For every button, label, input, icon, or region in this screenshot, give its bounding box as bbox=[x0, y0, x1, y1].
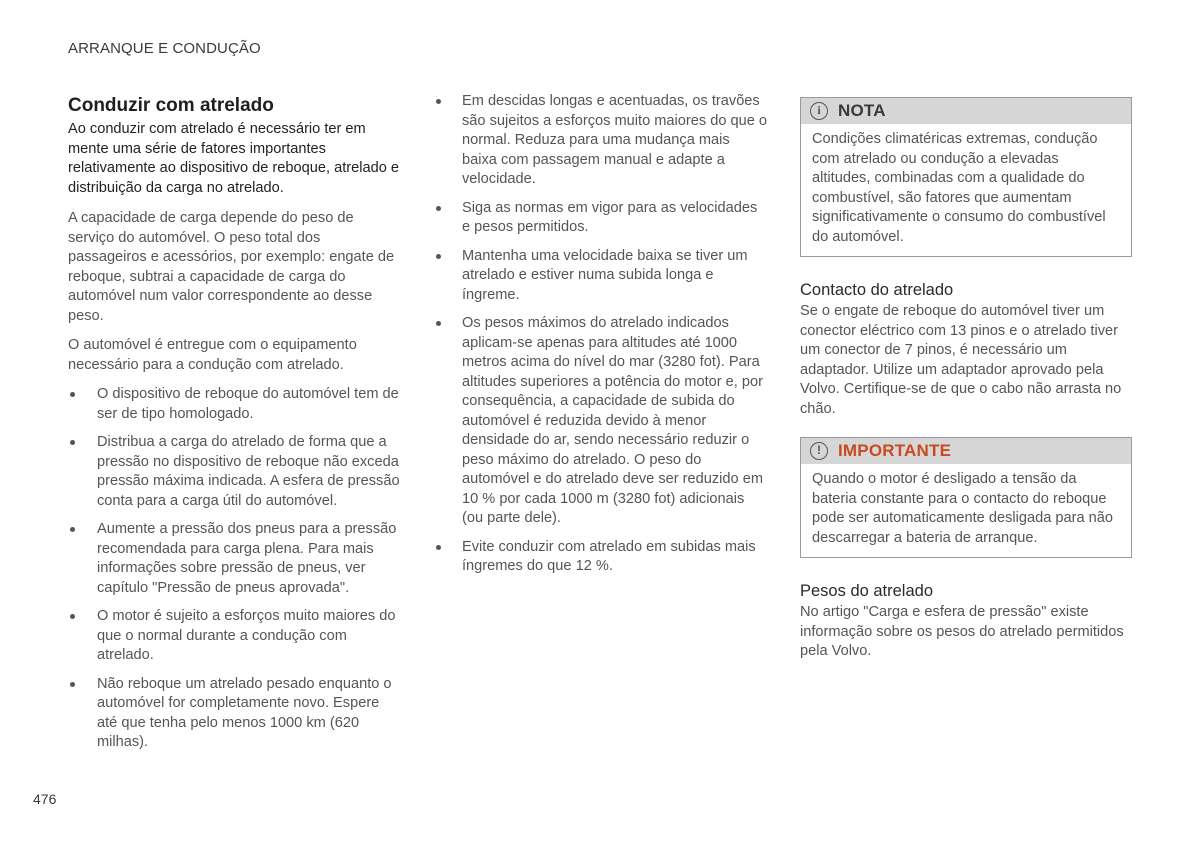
list-item: O dispositivo de reboque do automóvel tem de ser de tipo homologado. bbox=[68, 385, 401, 424]
list-item: O motor é sujeito a esforços muito maiores do que o normal durante a condução com atrelado. bbox=[68, 607, 401, 666]
note-box bbox=[800, 97, 1132, 257]
weights-paragraph: No artigo "Carga e esfera de pressão" existe informação sobre os pesos do atrelado permitidos pela Volvo. bbox=[800, 604, 1124, 659]
subheading: Pesos do atrelado bbox=[800, 582, 934, 600]
list-item: Distribua a carga do atrelado de forma que a pressão no dispositivo de reboque não exceda pressão máxima indicada. A esfera de pressão conta para a carga útil do automóvel. bbox=[68, 433, 401, 511]
list-item: Aumente a pressão dos pneus para a pressão recomendada para carga plena. Para mais informações sobre pressão de pneus, ver capítulo "Pressão de pneus aprovada". bbox=[68, 520, 401, 598]
list-item: Siga as normas em vigor para as velocidades e pesos permitidos. bbox=[436, 199, 767, 238]
intro-paragraph: Ao conduzir com atrelado é necessário ter em mente uma série de fatores importantes relativamente ao dispositivo de reboque, atrelado e distribuição da carga no atrelado. bbox=[68, 121, 400, 196]
list-item: Os pesos máximos do atrelado indicados aplicam-se apenas para altitudes até 1000 metros acima do nível do mar (3280 fot). Para altitudes superiores a potência do motor e, por consequência, a capacidade de subida do automóvel é reduzida devido à menor densidade do ar, sendo necessário reduzir o peso máximo do atrelado. O peso do automóvel e do atrelado deve ser reduzido em 10 % por cada 1000 m (3280 fot) adicionais (ou parte dele). bbox=[436, 314, 767, 529]
page-header-section-title: ARRANQUE E CONDUÇÃO bbox=[68, 40, 261, 57]
exclamation-circle-icon: ! bbox=[810, 442, 828, 460]
body-paragraph: A capacidade de carga depende do peso de serviço do automóvel. O peso total dos passageiros e acessórios, por exemplo: engate de reboque, subtrai a capacidade de carga do automóvel num valor correspondente ao desse peso. bbox=[68, 210, 395, 324]
info-circle-icon: i bbox=[810, 102, 828, 120]
list-item: Mantenha uma velocidade baixa se tiver um atrelado e estiver numa subida longa e íngreme. bbox=[436, 247, 767, 306]
column-3 bbox=[800, 97, 1132, 680]
page-number: 476 bbox=[33, 791, 57, 807]
body-paragraph: O automóvel é entregue com o equipamento necessário para a condução com atrelado. bbox=[68, 337, 357, 373]
contact-section bbox=[800, 280, 1132, 419]
important-body: Quando o motor é desligado a tensão da bateria constante para o contacto do reboque pode ser automaticamente desligada para não descarregar a bateria de arranque. bbox=[812, 471, 1113, 546]
column-2 bbox=[436, 92, 767, 586]
column-1 bbox=[68, 92, 401, 762]
important-title: IMPORTANTE bbox=[838, 441, 952, 461]
important-box bbox=[800, 437, 1132, 558]
contact-paragraph: Se o engate de reboque do automóvel tiver um conector eléctrico com 13 pinos e o atrelado tiver um conector de 7 pinos, é necessário um adaptador. Utilize um adaptador aprovado pela Volvo. Certifique-se de que o cabo não arrasta no chão. bbox=[800, 303, 1122, 417]
weights-section bbox=[800, 581, 1132, 662]
list-item: Em descidas longas e acentuadas, os travões são sujeitos a esforços muito maiores do que o normal. Reduza para uma mudança mais baixa com passagem manual e adapte a velocidade. bbox=[436, 92, 767, 190]
bullet-list bbox=[68, 385, 401, 753]
bullet-list bbox=[436, 92, 767, 577]
list-item: Evite conduzir com atrelado em subidas mais íngremes do que 12 %. bbox=[436, 538, 767, 577]
section-heading: Conduzir com atrelado bbox=[68, 95, 274, 116]
note-box-header bbox=[801, 98, 1131, 124]
important-box-header bbox=[801, 438, 1131, 464]
subheading: Contacto do atrelado bbox=[800, 281, 954, 299]
note-title: NOTA bbox=[838, 101, 886, 121]
note-body: Condições climatéricas extremas, condução com atrelado ou condução a elevadas altitudes, combinadas com a qualidade do combustível, são fatores que aumentam significativamente o consumo do combustível do automóvel. bbox=[812, 131, 1106, 245]
list-item: Não reboque um atrelado pesado enquanto o automóvel for completamente novo. Espere até que tenha pelo menos 1000 km (620 milhas). bbox=[68, 675, 401, 753]
